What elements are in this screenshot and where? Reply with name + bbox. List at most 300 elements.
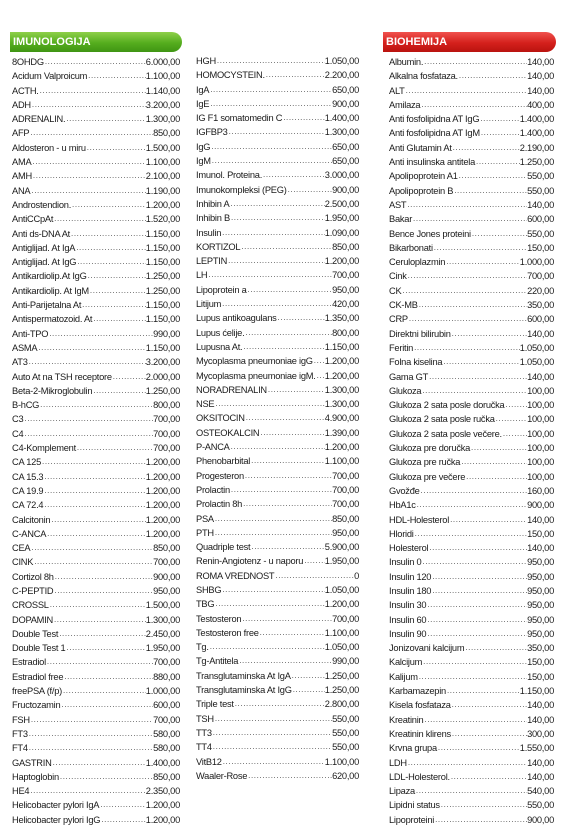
- test-price: 950,00: [153, 585, 180, 596]
- dot-leader: [222, 755, 325, 769]
- price-row: [12, 327, 180, 341]
- dot-leader: [76, 255, 146, 269]
- test-price: 100,00: [527, 400, 554, 411]
- test-price: 1.950,00: [324, 213, 359, 224]
- test-price: 880,00: [153, 671, 180, 682]
- dot-leader: [29, 784, 145, 798]
- dot-leader: [242, 497, 332, 511]
- test-price: 1.400,00: [324, 113, 359, 124]
- price-row: [12, 813, 180, 827]
- test-name: Antiglijad. At IgA: [12, 242, 76, 253]
- price-row: [389, 227, 554, 241]
- test-name: Mycoplasma pneumoniae igG: [196, 356, 313, 367]
- dot-leader: [504, 398, 527, 412]
- price-row: [12, 84, 180, 98]
- price-row: [389, 169, 554, 183]
- price-row: [12, 169, 180, 183]
- price-row: [196, 254, 359, 268]
- price-row: [389, 269, 554, 283]
- dot-leader: [227, 254, 325, 268]
- dot-leader: [31, 98, 146, 112]
- dot-leader: [234, 697, 325, 711]
- price-row: [12, 241, 180, 255]
- price-row: [12, 655, 180, 669]
- test-price: 1.200,00: [145, 528, 180, 539]
- test-name: Insulin: [196, 227, 222, 238]
- price-row: [389, 756, 554, 770]
- dot-leader: [479, 112, 520, 126]
- test-name: Glukoza pre doručka: [389, 443, 471, 454]
- test-price: 1.200,00: [145, 800, 180, 811]
- dot-leader: [259, 626, 325, 640]
- test-price: 300,00: [527, 728, 554, 739]
- test-name: Bence Jones proteini: [389, 228, 471, 239]
- test-name: TT3: [196, 727, 212, 738]
- test-price: 650,00: [332, 156, 359, 167]
- price-row: [12, 627, 180, 641]
- test-price: 550,00: [527, 800, 554, 811]
- test-name: Apolipoprotein A1: [389, 171, 458, 182]
- dot-leader: [412, 212, 527, 226]
- price-row: [389, 655, 554, 669]
- test-price: 140,00: [527, 757, 554, 768]
- test-price: 2.100,00: [145, 171, 180, 182]
- column-imunologija-continued: [196, 0, 359, 800]
- price-row: [196, 125, 359, 139]
- test-price: 1.400,00: [519, 114, 554, 125]
- dot-leader: [230, 440, 325, 454]
- price-row: [196, 226, 359, 240]
- price-row: [196, 283, 359, 297]
- dot-leader: [442, 355, 519, 369]
- dot-leader: [43, 498, 145, 512]
- test-price: 1.150,00: [145, 257, 180, 268]
- price-row: [196, 512, 359, 526]
- dot-leader: [60, 698, 153, 712]
- test-name: HE4: [12, 786, 30, 797]
- test-name: Feritin: [389, 342, 414, 353]
- test-price: 700,00: [153, 657, 180, 668]
- test-name: FT4: [12, 743, 28, 754]
- test-price: 600,00: [153, 700, 180, 711]
- test-name: Helicobacter pylori IgG: [12, 814, 101, 825]
- test-price: 140,00: [527, 85, 554, 96]
- price-row: [389, 284, 554, 298]
- dot-leader: [65, 641, 145, 655]
- price-row: [389, 784, 554, 798]
- test-name: Mycoplasma pneumoniae igM.: [196, 370, 316, 381]
- test-name: Glukoza 2 sata posle ručka: [389, 414, 495, 425]
- price-row: [196, 183, 359, 197]
- test-name: Anti-TPO: [12, 328, 49, 339]
- price-row: [196, 697, 359, 711]
- test-price: 1.250,00: [145, 271, 180, 282]
- dot-leader: [39, 84, 146, 98]
- price-row: [12, 541, 180, 555]
- price-row: [12, 212, 180, 226]
- test-name: LH: [196, 270, 208, 281]
- test-price: 1.200,00: [324, 370, 359, 381]
- dot-leader: [413, 341, 520, 355]
- test-name: Tg.: [196, 642, 209, 653]
- test-price: 2.000,00: [145, 371, 180, 382]
- test-name: Insulin 120: [389, 571, 432, 582]
- dot-leader: [28, 355, 146, 369]
- dot-leader: [37, 341, 145, 355]
- test-price: 550,00: [332, 727, 359, 738]
- price-row: [12, 513, 180, 527]
- test-price: 140,00: [527, 71, 554, 82]
- test-name: OSTEOKALCIN: [196, 427, 260, 438]
- dot-leader: [414, 527, 527, 541]
- dot-leader: [291, 669, 325, 683]
- price-list-biohemija: [389, 55, 554, 827]
- test-price: 700,00: [332, 470, 359, 481]
- dot-leader: [453, 184, 527, 198]
- test-name: Cink: [389, 271, 407, 282]
- dot-leader: [30, 184, 145, 198]
- test-name: Amilaza: [389, 99, 421, 110]
- price-row: [389, 412, 554, 426]
- test-price: 700,00: [153, 557, 180, 568]
- test-price: 850,00: [153, 543, 180, 554]
- test-name: Anti fosfolipidna AT IgG: [389, 114, 480, 125]
- price-row: [196, 769, 359, 783]
- test-name: IgA: [196, 84, 210, 95]
- dot-leader: [450, 770, 527, 784]
- dot-leader: [470, 441, 527, 455]
- test-name: Bakar: [389, 214, 413, 225]
- test-price: 990,00: [332, 656, 359, 667]
- test-name: TBG: [196, 599, 215, 610]
- test-name: CK: [389, 285, 402, 296]
- test-name: IgM: [196, 156, 211, 167]
- test-price: 700,00: [153, 714, 180, 725]
- test-price: 850,00: [332, 513, 359, 524]
- dot-leader: [445, 255, 520, 269]
- dot-leader: [221, 226, 325, 240]
- price-row: [196, 140, 359, 154]
- dot-leader: [247, 769, 332, 783]
- price-row: [196, 483, 359, 497]
- test-name: Fructozamin: [12, 700, 61, 711]
- price-row: [196, 397, 359, 411]
- price-row: [196, 411, 359, 425]
- price-row: [389, 470, 554, 484]
- test-price: 540,00: [527, 786, 554, 797]
- test-price: 900,00: [527, 500, 554, 511]
- test-price: 1.350,00: [324, 313, 359, 324]
- dot-leader: [415, 784, 527, 798]
- test-name: IGFBP3: [196, 127, 228, 138]
- price-row: [389, 555, 554, 569]
- price-row: [12, 227, 180, 241]
- test-name: Lupus antikoagulans: [196, 313, 277, 324]
- test-price: 1.100,00: [324, 627, 359, 638]
- test-price: 150,00: [527, 657, 554, 668]
- price-row: [389, 298, 554, 312]
- price-row: [12, 126, 180, 140]
- price-row: [12, 55, 180, 69]
- test-name: Lipoproteini: [389, 814, 435, 825]
- price-row: [389, 398, 554, 412]
- dot-leader: [211, 154, 332, 168]
- price-row: [12, 198, 180, 212]
- test-name: DOPAMIN: [12, 614, 53, 625]
- price-row: [12, 370, 180, 384]
- price-row: [12, 255, 180, 269]
- dot-leader: [241, 612, 332, 626]
- test-price: 4.900,00: [324, 413, 359, 424]
- test-price: 1.200,00: [324, 356, 359, 367]
- dot-leader: [41, 455, 146, 469]
- test-name: Bikarbonati: [389, 242, 433, 253]
- dot-leader: [416, 498, 527, 512]
- dot-leader: [244, 326, 332, 340]
- test-price: 5.900,00: [324, 542, 359, 553]
- price-row: [196, 597, 359, 611]
- dot-leader: [240, 240, 332, 254]
- test-price: 1.300,00: [145, 614, 180, 625]
- test-name: IG F1 somatomedin C: [196, 113, 283, 124]
- price-row: [196, 669, 359, 683]
- price-row: [196, 683, 359, 697]
- price-row: [196, 211, 359, 225]
- test-price: 1.150,00: [324, 341, 359, 352]
- price-row: [389, 327, 554, 341]
- price-row: [389, 727, 554, 741]
- dot-leader: [59, 770, 153, 784]
- test-price: 1.150,00: [145, 300, 180, 311]
- test-price: 600,00: [527, 214, 554, 225]
- test-name: CINK: [12, 557, 34, 568]
- dot-leader: [247, 283, 333, 297]
- price-row: [196, 268, 359, 282]
- dot-leader: [230, 211, 325, 225]
- test-price: 1.100,00: [145, 71, 180, 82]
- dot-leader: [316, 369, 325, 383]
- dot-leader: [458, 69, 527, 83]
- dot-leader: [422, 655, 527, 669]
- dot-leader: [212, 726, 332, 740]
- price-row: [196, 369, 359, 383]
- dot-leader: [43, 484, 145, 498]
- test-price: 160,00: [527, 485, 554, 496]
- dot-leader: [426, 627, 527, 641]
- test-name: Progesteron: [196, 470, 244, 481]
- test-name: Kreatinin klirens: [389, 728, 451, 739]
- dot-leader: [464, 641, 527, 655]
- price-row: [389, 813, 554, 827]
- price-row: [389, 98, 554, 112]
- dot-leader: [29, 126, 153, 140]
- test-price: 650,00: [332, 84, 359, 95]
- price-list-imunologija: [12, 55, 180, 827]
- test-name: Krvna grupa: [389, 743, 437, 754]
- dot-leader: [100, 813, 146, 827]
- dot-leader: [282, 111, 325, 125]
- price-row: [389, 198, 554, 212]
- price-row: [196, 340, 359, 354]
- price-row: [389, 184, 554, 198]
- test-name: Lipaza: [389, 786, 415, 797]
- dot-leader: [401, 284, 527, 298]
- price-row: [389, 513, 554, 527]
- test-price: 100,00: [527, 443, 554, 454]
- test-name: C-PEPTID: [12, 585, 54, 596]
- dot-leader: [28, 727, 153, 741]
- dot-leader: [431, 584, 527, 598]
- test-name: B-hCG: [12, 400, 40, 411]
- test-price: 140,00: [527, 371, 554, 382]
- test-price: 100,00: [527, 385, 554, 396]
- test-price: 140,00: [527, 514, 554, 525]
- dot-leader: [229, 197, 324, 211]
- dot-leader: [63, 670, 153, 684]
- test-name: Inhibin A: [196, 198, 230, 209]
- test-price: 950,00: [527, 571, 554, 582]
- test-price: 1.300,00: [324, 384, 359, 395]
- test-price: 1.200,00: [324, 442, 359, 453]
- dot-leader: [423, 713, 527, 727]
- dot-leader: [407, 756, 527, 770]
- dot-leader: [92, 312, 146, 326]
- test-price: 1.050,00: [324, 642, 359, 653]
- price-row: [389, 112, 554, 126]
- test-price: 1.000,00: [145, 686, 180, 697]
- dot-leader: [458, 169, 527, 183]
- section-title-imunologija: IMUNOLOGIJA: [13, 36, 91, 48]
- price-row: [12, 770, 180, 784]
- price-row: [12, 155, 180, 169]
- price-row: [12, 684, 180, 698]
- test-price: 900,00: [332, 98, 359, 109]
- dot-leader: [112, 370, 146, 384]
- price-row: [196, 569, 359, 583]
- price-row: [196, 154, 359, 168]
- test-price: 850,00: [153, 128, 180, 139]
- dot-leader: [209, 97, 332, 111]
- test-price: 1.200,00: [145, 199, 180, 210]
- test-price: 1.150,00: [519, 686, 554, 697]
- dot-leader: [221, 297, 332, 311]
- test-price: 400,00: [527, 99, 554, 110]
- price-row: [12, 670, 180, 684]
- dot-leader: [437, 741, 520, 755]
- test-name: HbA1c: [389, 500, 416, 511]
- dot-leader: [65, 112, 146, 126]
- price-row: [389, 698, 554, 712]
- test-price: 700,00: [153, 443, 180, 454]
- dot-leader: [418, 670, 527, 684]
- test-price: 950,00: [332, 527, 359, 538]
- test-price: 900,00: [527, 814, 554, 825]
- dot-leader: [242, 340, 324, 354]
- dot-leader: [452, 141, 520, 155]
- test-name: Auto At na TSH receptore: [12, 371, 112, 382]
- test-price: 550,00: [527, 185, 554, 196]
- price-row: [12, 184, 180, 198]
- dot-leader: [50, 513, 145, 527]
- test-name: CA 19.9: [12, 485, 44, 496]
- test-price: 1.150,00: [145, 228, 180, 239]
- test-price: 1.950,00: [324, 556, 359, 567]
- test-name: Karbamazepin: [389, 686, 446, 697]
- price-row: [12, 398, 180, 412]
- price-row: [12, 355, 180, 369]
- test-price: 1.150,00: [145, 314, 180, 325]
- test-name: Insulin 60: [389, 614, 427, 625]
- price-row: [389, 613, 554, 627]
- test-name: TT4: [196, 742, 212, 753]
- test-price: 1.250,00: [519, 157, 554, 168]
- test-name: Triple test: [196, 699, 234, 710]
- dot-leader: [238, 654, 332, 668]
- price-row: [196, 540, 359, 554]
- test-name: HDL-Holesterol: [389, 514, 450, 525]
- price-row: [12, 269, 180, 283]
- dot-leader: [216, 54, 325, 68]
- test-price: 220,00: [527, 285, 554, 296]
- test-name: Beta-2-Mikroglobulin: [12, 385, 93, 396]
- test-name: OKSITOCIN: [196, 413, 245, 424]
- price-row: [12, 312, 180, 326]
- test-name: CK-MB: [389, 300, 418, 311]
- test-name: PTH: [196, 527, 214, 538]
- dot-leader: [214, 397, 324, 411]
- dot-leader: [23, 427, 153, 441]
- price-row: [12, 441, 180, 455]
- price-row: [12, 555, 180, 569]
- dot-leader: [428, 370, 527, 384]
- test-name: VitB12: [196, 756, 222, 767]
- test-name: Anti ds-DNA At: [12, 228, 70, 239]
- price-row: [196, 755, 359, 769]
- test-name: Anti fosfolipidna AT IgM: [389, 128, 480, 139]
- test-price: 1.250,00: [145, 285, 180, 296]
- price-row: [12, 341, 180, 355]
- dot-leader: [28, 741, 153, 755]
- price-row: [389, 212, 554, 226]
- dot-leader: [267, 383, 325, 397]
- test-name: CRP: [389, 314, 408, 325]
- test-price: 580,00: [153, 728, 180, 739]
- dot-leader: [214, 512, 332, 526]
- test-name: Acidum Valproicum: [12, 71, 88, 82]
- test-name: P-ANCA: [196, 442, 230, 453]
- dot-leader: [426, 613, 527, 627]
- test-name: Double Test: [12, 628, 59, 639]
- test-price: 2.450,00: [145, 628, 180, 639]
- test-name: C4: [12, 428, 24, 439]
- price-row: [12, 527, 180, 541]
- test-price: 1.200,00: [145, 514, 180, 525]
- dot-leader: [407, 269, 527, 283]
- test-price: 1.100,00: [324, 756, 359, 767]
- price-row: [196, 654, 359, 668]
- test-price: 1.050,00: [519, 357, 554, 368]
- price-row: [389, 441, 554, 455]
- test-name: FT3: [12, 728, 28, 739]
- test-name: Insulin 90: [389, 628, 427, 639]
- price-row: [389, 770, 554, 784]
- price-row: [389, 627, 554, 641]
- price-row: [196, 383, 359, 397]
- test-name: Glukoza pre večere: [389, 471, 466, 482]
- test-price: 420,00: [332, 299, 359, 310]
- dot-leader: [32, 169, 146, 183]
- dot-leader: [76, 441, 153, 455]
